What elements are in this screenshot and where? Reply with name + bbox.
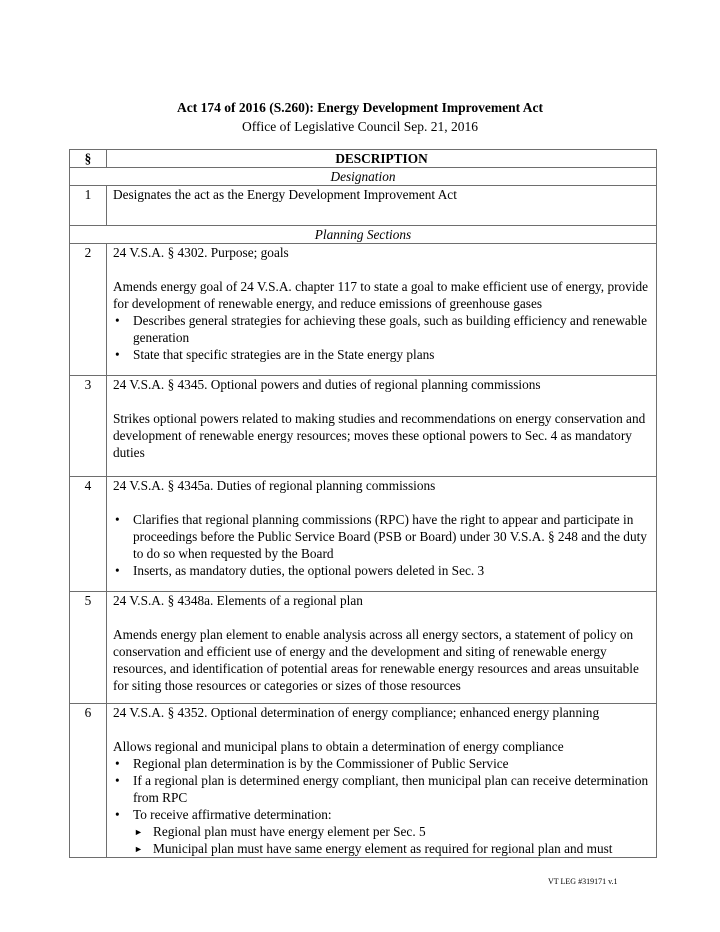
bullet-list xyxy=(113,511,650,579)
table-header-row xyxy=(70,150,657,168)
row-title: Designates the act as the Energy Development Improvement Act xyxy=(113,187,457,202)
row-number: 6 xyxy=(70,704,107,858)
document-title: Act 174 of 2016 (S.260): Energy Development Improvement Act xyxy=(176,100,544,115)
row-text: Amends energy goal of 24 V.S.A. chapter 117 to state a goal to make efficient use of energy, provide for development of renewable energy, and reduce emissions of greenhouse gases xyxy=(113,279,649,311)
table-row xyxy=(70,477,657,592)
description-column-header: DESCRIPTION xyxy=(107,150,657,168)
table-row xyxy=(70,376,657,477)
row-description xyxy=(107,186,657,226)
row-title: 24 V.S.A. § 4302. Purpose; goals xyxy=(113,245,289,260)
section-heading-row xyxy=(70,226,657,244)
act-summary-table xyxy=(69,149,657,858)
row-number: 1 xyxy=(70,186,107,226)
document-subtitle: Office of Legislative Council Sep. 21, 2016 xyxy=(242,119,478,134)
sub-bullet-list xyxy=(133,823,650,857)
list-item: • Inserts, as mandatory duties, the optional powers deleted in Sec. 3 xyxy=(133,562,650,579)
row-title: 24 V.S.A. § 4345a. Duties of regional planning commissions xyxy=(113,478,436,493)
list-item xyxy=(133,806,650,857)
row-text: Strikes optional powers related to making studies and recommendations on energy conservation and development of renewable energy resources; moves these optional powers to Sec. 4 as mandatory duties xyxy=(113,411,646,460)
table-row xyxy=(70,244,657,376)
table-row xyxy=(70,704,657,858)
row-description xyxy=(107,592,657,704)
sub-list-item: ► Municipal plan must have same energy element as required for regional plan and must xyxy=(153,840,650,857)
list-item-text: To receive affirmative determination: xyxy=(133,807,332,822)
sub-list-item: ► Regional plan must have energy element per Sec. 5 xyxy=(153,823,650,840)
document-footer-id: VT LEG #319171 v.1 xyxy=(548,877,618,886)
table-row xyxy=(70,186,657,226)
row-title: 24 V.S.A. § 4352. Optional determination of energy compliance; enhanced energy planning xyxy=(113,705,600,720)
row-title: 24 V.S.A. § 4345. Optional powers and duties of regional planning commissions xyxy=(113,377,541,392)
row-number: 3 xyxy=(70,376,107,477)
row-text: Amends energy plan element to enable analysis across all energy sectors, a statement of policy on conservation and efficient use of energy and the development and siting of renewable energy resources, and identification of potential areas for renewable energy resources and areas unsuitable for siting those resources or categories or sizes of those resources xyxy=(113,627,639,693)
row-description xyxy=(107,477,657,592)
row-description xyxy=(107,376,657,477)
list-item: • State that specific strategies are in the State energy plans xyxy=(133,346,650,363)
row-number: 4 xyxy=(70,477,107,592)
row-number: 2 xyxy=(70,244,107,376)
row-number: 5 xyxy=(70,592,107,704)
table-row xyxy=(70,592,657,704)
row-description xyxy=(107,704,657,858)
designation-heading: Designation xyxy=(70,168,657,186)
planning-heading: Planning Sections xyxy=(70,226,657,244)
section-column-header: § xyxy=(70,150,107,168)
section-heading-row xyxy=(70,168,657,186)
list-item: • Regional plan determination is by the Commissioner of Public Service xyxy=(133,755,650,772)
row-text: Allows regional and municipal plans to obtain a determination of energy compliance xyxy=(113,739,564,754)
row-title: 24 V.S.A. § 4348a. Elements of a regional plan xyxy=(113,593,363,608)
bullet-list xyxy=(113,312,650,363)
list-item: • Describes general strategies for achieving these goals, such as building efficiency and renewable generation xyxy=(133,312,650,346)
bullet-list xyxy=(113,755,650,857)
list-item: • Clarifies that regional planning commissions (RPC) have the right to appear and participate in proceedings before the Public Service Board (PSB or Board) under 30 V.S.A. § 248 and the duty to do so when requested by the Board xyxy=(133,511,650,562)
row-description xyxy=(107,244,657,376)
list-item: • If a regional plan is determined energy compliant, then municipal plan can receive determination from RPC xyxy=(133,772,650,806)
